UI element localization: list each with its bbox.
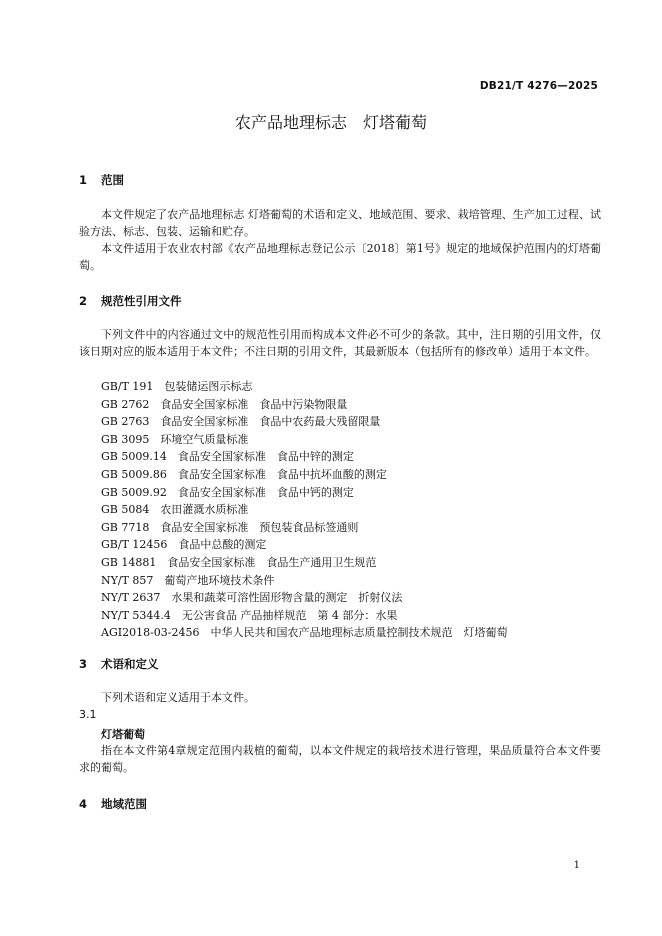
term-name: 灯塔葡萄 (101, 728, 145, 741)
reference-list (101, 378, 508, 642)
section-4-heading (79, 796, 147, 812)
reference-item: NY/T 5344.4 无公害食品 产品抽样规范 第 4 部分：水果 (101, 608, 398, 622)
reference-item: GB 5009.86 食品安全国家标准 食品中抗坏血酸的测定 (101, 467, 387, 481)
reference-item: AGI2018-03-2456 中华人民共和国农产品地理标志质量控制技术规范 灯塔葡萄 (101, 626, 508, 640)
reference-item: NY/T 2637 水果和蔬菜可溶性固形物含量的测定 折射仪法 (101, 591, 403, 605)
section-title: 规范性引用文件 (101, 294, 182, 308)
reference-item: GB 14881 食品安全国家标准 食品生产通用卫生规范 (101, 555, 377, 569)
scope-paragraph-1: 本文件规定了农产品地理标志 灯塔葡萄的术语和定义、地域范围、要求、栽培管理、生产加工过程、试验方法、标志、包装、运输和贮存。 (79, 208, 601, 238)
references-intro: 下列文件中的内容通过文中的规范性引用而构成本文件必不可少的条款。其中，注日期的引用文件，仅该日期对应的版本适用于本文件；不注日期的引用文件，其最新版本（包括所有的修改单）适用于本文件。 (79, 328, 601, 358)
reference-item: GB 2762 食品安全国家标准 食品中污染物限量 (101, 397, 348, 411)
section-1-heading (79, 172, 124, 188)
reference-item: GB 3095 环境空气质量标准 (101, 432, 249, 446)
term-definition: 指在本文件第4章规定范围内栽植的葡萄，以本文件规定的栽培技术进行管理，果品质量符合本文件要求的葡萄。 (79, 744, 601, 774)
reference-item: GB/T 191 包装储运图示标志 (101, 380, 253, 393)
reference-item: GB 5009.14 食品安全国家标准 食品中锌的测定 (101, 450, 354, 464)
section-number: 2 (79, 294, 88, 308)
terms-intro: 下列术语和定义适用于本文件。 (101, 691, 255, 704)
reference-item: GB 5009.92 食品安全国家标准 食品中钙的测定 (101, 485, 354, 499)
reference-item: GB 2763 食品安全国家标准 食品中农药最大残留限量 (101, 415, 381, 429)
section-2-heading (79, 293, 182, 309)
reference-item: GB 5084 农田灌溉水质标准 (101, 503, 249, 517)
page-number: 1 (573, 860, 580, 871)
section-title: 地域范围 (101, 797, 148, 811)
term-number: 3.1 (79, 708, 97, 721)
reference-item: GB/T 12456 食品中总酸的测定 (101, 538, 267, 552)
section-number: 1 (79, 173, 88, 187)
document-title: 农产品地理标志 灯塔葡萄 (234, 113, 427, 132)
section-number: 3 (79, 657, 88, 671)
section-title: 范围 (101, 173, 125, 187)
section-3-heading (79, 656, 159, 672)
section-title: 术语和定义 (101, 657, 159, 671)
section-number: 4 (79, 797, 88, 811)
reference-item: GB 7718 食品安全国家标准 预包装食品标签通则 (101, 520, 359, 534)
scope-paragraph-2: 本文件适用于农业农村部《农产品地理标志登记公示〔2018〕第1号》规定的地域保护范围内的灯塔葡萄。 (79, 242, 601, 272)
standard-code: DB21/T 4276—2025 (479, 80, 598, 92)
reference-item: NY/T 857 葡萄产地环境技术条件 (101, 573, 275, 587)
